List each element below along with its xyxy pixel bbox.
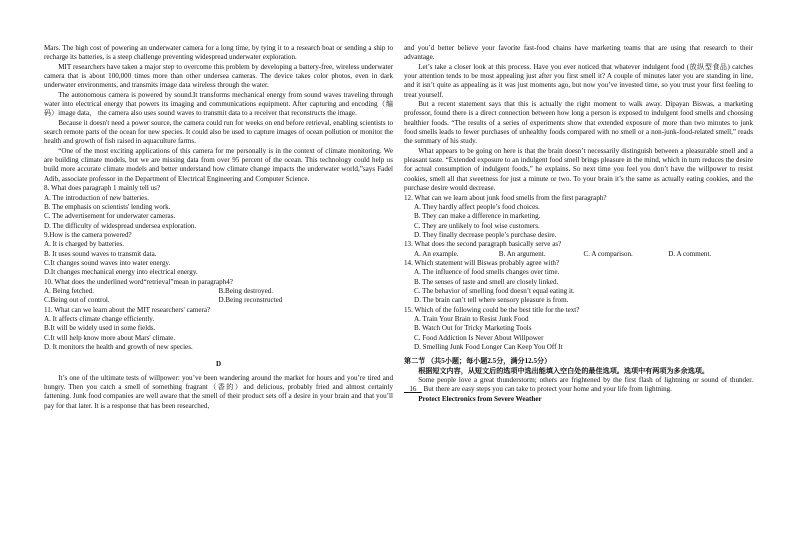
question-12: 12. What can we learn about junk food smells from the first paragraph? [404,193,607,202]
question-12-option-d: D. They finally decrease people’s purchase desire. [414,230,557,239]
question-8-option-a: A. The introduction of new batteries. [44,193,149,202]
gap-fill-text-1: Some people love a great thunderstorm; others are frightened by the first flash of lightning or sound of thunder. [418,376,753,385]
blank-16-number: 16 [409,385,417,394]
question-11-option-c: C.It will help know more about Mars' climate. [44,333,176,342]
question-10-option-a: A. Being fetched. [44,286,95,295]
question-8-option-c: C. The advertisement for underwater cameras. [44,212,176,221]
passage-c-paragraph-5: “One of the most exciting applications of this camera for me personally is in the context of climate monitoring. We are building climate models, but we are missing data from over 95 percent of the ocean. This technology could help us build more accurate climate models and better understand how climate change impacts the underwater world,”says Fadel Adib, associate professor in the Department of Electrical Engineering and Computer Science. [44,146,393,183]
question-13-option-a: A. An example. [414,249,459,258]
question-15: 15. Which of the following could be the best title for the text? [404,305,580,314]
section-2-instructions: 根据短文内容，从短文后的选项中选出能填入空白处的最佳选项。选项中有两项为多余选项。 [418,366,710,375]
question-10-option-c: C.Being out of control. [44,296,110,305]
blank-16 [404,385,422,393]
passage-d-paragraph-1-continued: and you’d better believe your favorite fast-food chains have marketing teams that are using that research to their advantage. [404,44,753,62]
question-14-option-d: D. The brain can’t tell where sensory pleasure is from. [414,296,569,305]
question-14: 14. Which statement will Biswas probably agree with? [404,258,560,267]
question-9-option-a: A. It is charged by batteries. [44,240,125,249]
question-10-option-b: B.Being destroyed. [218,286,274,295]
question-14-option-b: B. The senses of taste and smell are closely linked. [414,277,559,286]
question-12-option-a: A. They hardly affect people’s food choices. [414,202,540,211]
gap-fill-paragraph-1 [404,376,753,395]
question-8-option-d: D. The difficulty of widespread undersea exploration. [44,221,197,230]
question-10-option-d: D.Being reconstructed [218,296,283,305]
gap-fill-text-2: But there are easy steps you can take to protect your home and your life from lightning. [423,385,672,394]
question-13-option-b: B. An argument. [498,249,546,258]
question-14-option-a: A. The influence of food smells changes over time. [414,268,560,277]
passage-d-paragraph-1: It’s one of the ultimate tests of willpower: you’ve been wandering around the market for hours and you’re tired and hungry. Then you catch a smell of something fragrant（香的）and delicious, probably fried and almost certainly fattening. Junk food companies are well aware that the smell of their product sets off a desire in your brain and that you’ll pay for that later. It is a response that has been researched, [44,373,393,410]
question-8: 8. What does paragraph 1 mainly tell us? [44,184,161,193]
passage-c-paragraph-1: Mars. The high cost of powering an underwater camera for a long time, by tying it to a research boat or sending a ship to recharge its batteries, is a steep challenge preventing widespread underwater exploration. [44,44,393,62]
question-10-options-row-1 [44,287,393,296]
question-10: 10. What does the underlined word“retrieval”mean in paragraph4? [44,277,233,286]
question-9-option-d: D.It changes mechanical energy into electrical energy. [44,268,198,277]
question-10-options-row-2 [44,296,393,305]
question-12-option-c: C. They are unlikely to fool wise customers. [414,221,540,230]
question-11-option-a: A. It affects climate change efficiently. [44,314,155,323]
question-9-option-b: B. It uses sound waves to transmit data. [44,249,157,258]
question-14-option-c: C. The behavior of smelling food doesn’t equal eating it. [414,286,575,295]
section-2-heading: 第二节 （共5小题；每小题2.5分，满分12.5分） [404,357,552,366]
question-11: 11. What can we learn about the MIT researchers' camera? [44,305,211,314]
question-13-option-d: D. A comment. [668,249,712,258]
question-15-option-d: D. Smelling Junk Food Longer Can Keep You Off It [414,343,563,351]
question-12-option-b: B. They can make a difference in marketing. [414,212,541,221]
passage-d-paragraph-2: Let’s take a closer look at this process. Have you ever noticed that whatever indulgent food (放纵型食品) catches your attention tends to be most appealing just after you first smell it? A couple of minutes later you are standing in line, and it isn’t quite as appealing as it was just moments ago, but now you’ve invested time, so you trust your first feeling to treat yourself. [404,62,753,99]
question-8-option-b: B. The emphasis on scientists' lending work. [44,202,171,211]
question-15-option-c: C. Food Addiction Is Never About Willpower [414,333,544,342]
left-column [44,44,393,411]
right-column [404,44,753,404]
question-13-option-c: C. A comparison. [583,249,633,258]
question-13-options [404,250,753,259]
question-15-option-b: B. Watch Out for Tricky Marketing Tools [414,324,532,333]
passage-c-paragraph-3: The autonomous camera is powered by sound.It transforms mechanical energy from sound waves traveling through water into electrical energy that powers its imaging and communications equipment. After capturing and encoding（编码）image data， the camera also uses sound waves to transmit data to a receiver that reconstructs the image. [44,90,393,118]
passage-c-paragraph-2: MIT researchers have taken a major step to overcome this problem by developing a battery-free, wireless underwater camera that is about 100,000 times more than other undersea cameras. The device takes color photos, even in dark underwater environments, and transmits image data wireless through the water. [44,62,393,90]
question-9: 9.How is the camera powered? [44,230,132,239]
passage-d-paragraph-4: What appears to be going on here is that the brain doesn’t necessarily distinguish between a pleasurable smell and a pleasant taste. “Extended exposure to an indulgent food smell brings pleasure in the mind, which in turn reduces the desire for actual consumption of indulgent foods,” he explains. So next time you feel you don’t have the willpower to resist cookies, smell all that sweetness for just a minute or two. To your brain it’s the same as actually eating cookies, and the purchase desire would decrease. [404,146,753,193]
section-d-heading: D [215,360,222,369]
question-11-option-d: D. It monitors the health and growth of new species. [44,343,193,351]
question-9-option-c: C.It changes sound waves into water energy. [44,258,171,267]
passage-c-paragraph-4: Because it doesn't need a power source, the camera could run for weeks on end before retrieval, enabling scientists to search remote parts of the ocean for new species. It could also be used to capture images of ocean pollution or monitor the health and growth of fish raised in aquaculture farms. [44,118,393,146]
question-11-option-b: B.It will be widely used in some fields. [44,324,156,333]
question-13: 13. What does the second paragraph basically serve as? [404,240,562,249]
question-15-option-a: A. Train Your Brain to Resist Junk Food [414,314,529,323]
gap-fill-subtitle: Protect Electronics from Severe Weather [418,394,542,403]
passage-d-paragraph-3: But a recent statement says that this is actually the right moment to walk away. Dipayan Biswas, a marketing professor, found there is a direct connection between how long a person is exposed to indulgent food smells and choosing healthier foods. “The results of a series of experiments show that extended exposure of more than two minutes to junk food smells leads to fewer purchases of unhealthy foods compared with no smell or a non-junk-food-related smell,” reads the summary of his study. [404,100,753,146]
